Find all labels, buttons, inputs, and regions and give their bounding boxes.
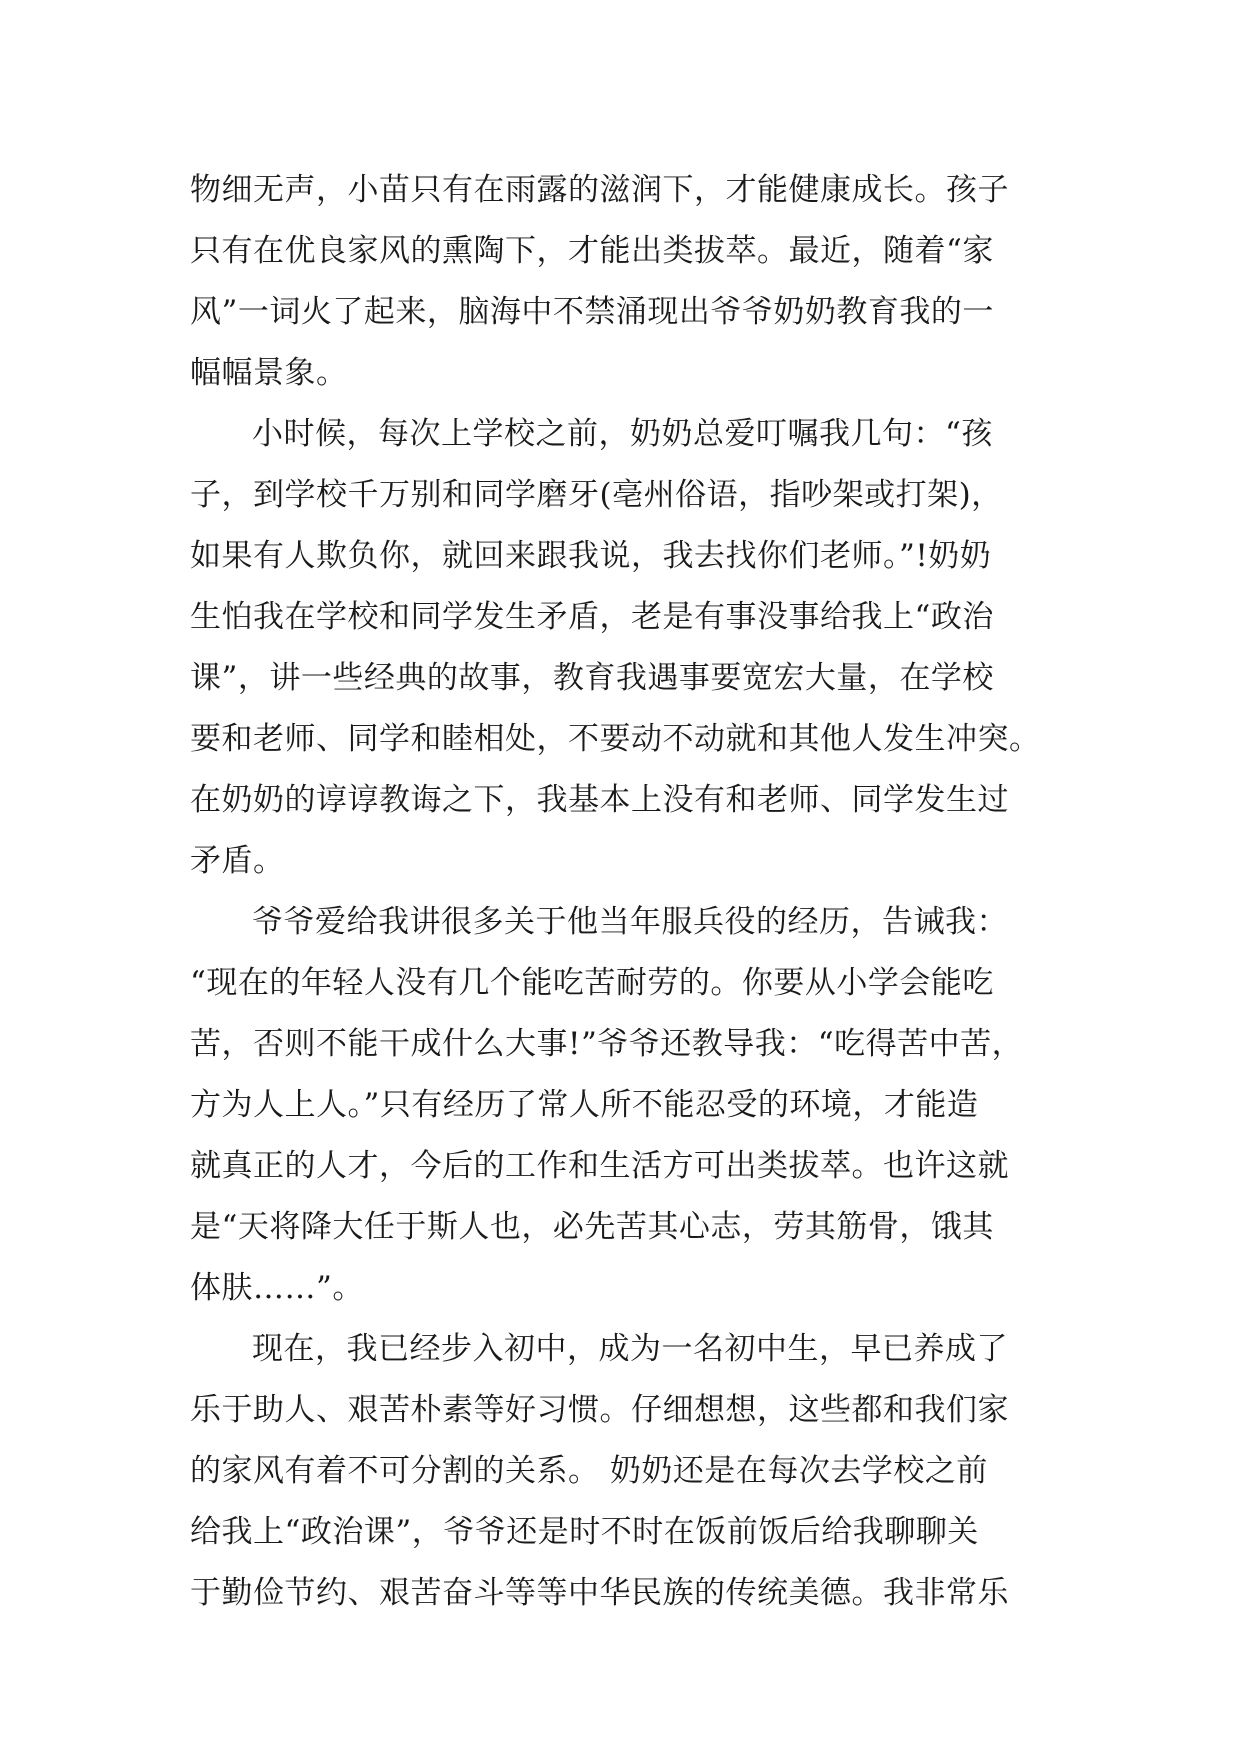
text-line: 给我上“政治课”，爷爷还是时不时在饭前饭后给我聊聊关 — [190, 1514, 979, 1550]
text-line: 幅幅景象。 — [190, 355, 348, 391]
text-line: 要和老师、同学和睦相处，不要动不动就和其他人发生冲突。 — [190, 721, 1041, 757]
text-line: 如果有人欺负你，就回来跟我说，我去找你们老师。”!奶奶 — [190, 538, 992, 574]
text-line: 生怕我在学校和同学发生矛盾，老是有事没事给我上“政治 — [190, 599, 994, 635]
text-line: 子，到学校千万别和同学磨牙(亳州俗语，指吵架或打架)， — [190, 477, 1003, 513]
text-line: 物细无声，小苗只有在雨露的滋润下，才能健康成长。孩子 — [190, 172, 1009, 208]
text-line: 就真正的人才，今后的工作和生活方可出类拔萃。也许这就 — [190, 1148, 1009, 1184]
text-line: 风”一词火了起来，脑海中不禁涌现出爷爷奶奶教育我的一 — [190, 294, 994, 330]
text-line: 矛盾。 — [190, 843, 285, 879]
document-body — [190, 160, 1060, 1624]
text-line: 小时候，每次上学校之前，奶奶总爱叮嘱我几句：“孩 — [252, 416, 993, 452]
paragraph-2 — [190, 404, 1060, 892]
text-line: 爷爷爱给我讲很多关于他当年服兵役的经历，告诫我： — [252, 904, 1008, 940]
text-line: 在奶奶的谆谆教诲之下，我基本上没有和老师、同学发生过 — [190, 782, 1009, 818]
text-line: 于勤俭节约、艰苦奋斗等等中华民族的传统美德。我非常乐 — [190, 1575, 1009, 1611]
text-line: 苦，否则不能干成什么大事!”爷爷还教导我：“吃得苦中苦， — [190, 1026, 1024, 1062]
text-line: 课”，讲一些经典的故事，教育我遇事要宽宏大量，在学校 — [190, 660, 994, 696]
paragraph-4 — [190, 1319, 1060, 1624]
text-line: 只有在优良家风的熏陶下，才能出类拔萃。最近，随着“家 — [190, 233, 994, 269]
text-line: “现在的年轻人没有几个能吃苦耐劳的。你要从小学会能吃 — [190, 965, 994, 1001]
text-line: 乐于助人、艰苦朴素等好习惯。仔细想想，这些都和我们家 — [190, 1392, 1009, 1428]
paragraph-1 — [190, 160, 1060, 404]
text-line: 现在，我已经步入初中，成为一名初中生，早已养成了 — [252, 1331, 1008, 1367]
text-line: 方为人上人。”只有经历了常人所不能忍受的环境，才能造 — [190, 1087, 979, 1123]
text-line: 的家风有着不可分割的关系。 奶奶还是在每次去学校之前 — [190, 1453, 988, 1489]
text-line: 是“天将降大任于斯人也，必先苦其心志，劳其筋骨，饿其 — [190, 1209, 994, 1245]
paragraph-3 — [190, 892, 1060, 1319]
text-line: 体肤……”。 — [190, 1270, 364, 1306]
